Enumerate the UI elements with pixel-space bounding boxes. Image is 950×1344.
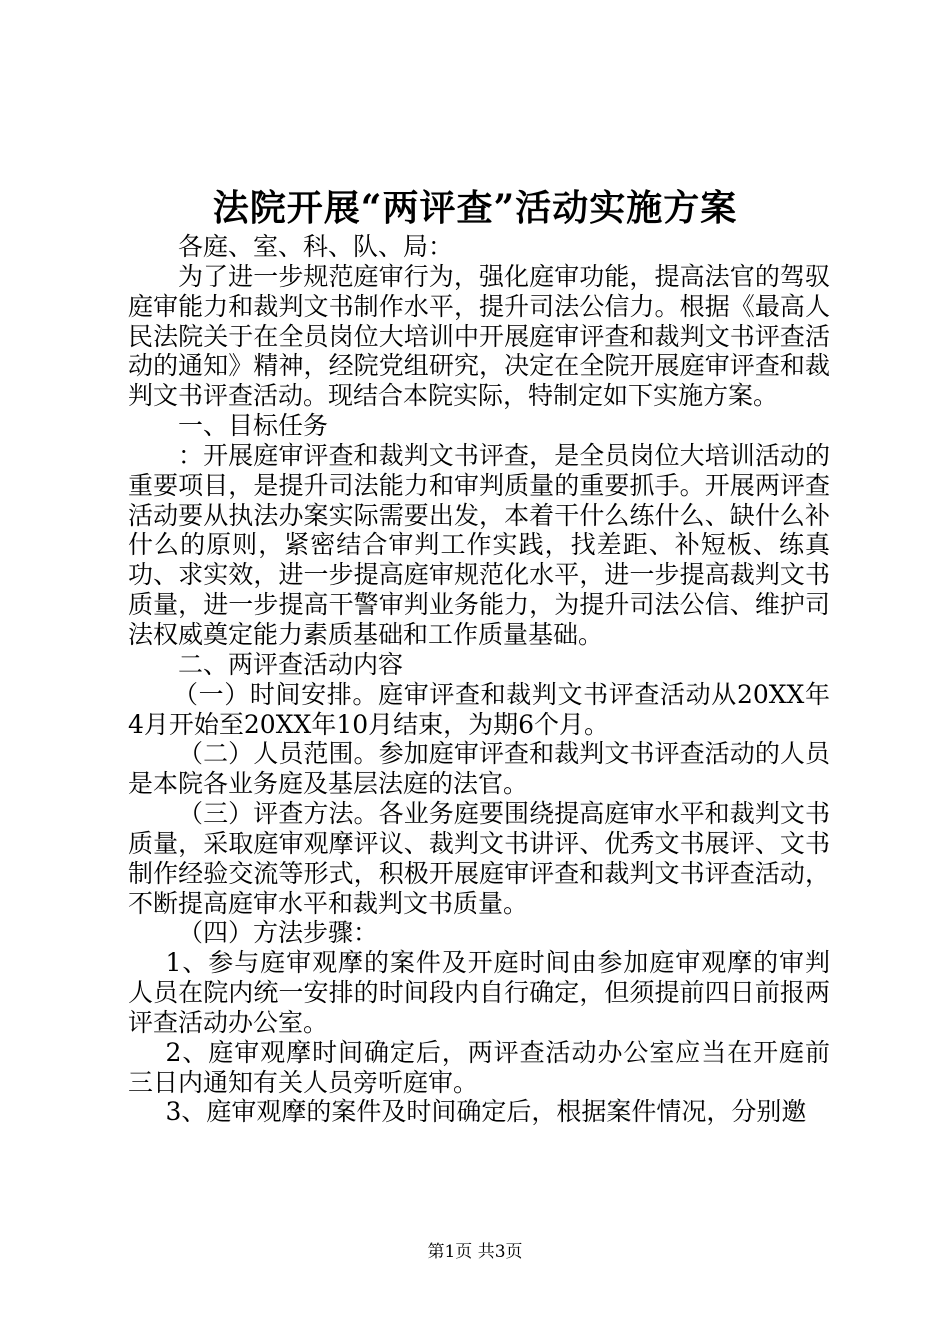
paragraph-step-2: 2、庭审观摩时间确定后，两评查活动办公室应当在开庭前三日内通知有关人员旁听庭审。 bbox=[128, 1037, 830, 1097]
section-heading-1: 一、目标任务 bbox=[178, 411, 329, 441]
paragraph-goals: ：开展庭审评查和裁判文书评查，是全员岗位大培训活动的重要项目，是提升司法能力和审判质量的重要抓手。开展两评查活动要从执法办案实际需要出发，本着干什么练什么、缺什么补什么的原则，紧密结合审判工作实践，找差距、补短板、练真功、求实效，进一步提高庭审规范化水平，进一步提高裁判文书质量，进一步提高干警审判业务能力，为提升司法公信、维护司法权威奠定能力素质基础和工作质量基础。 bbox=[128, 440, 830, 649]
document-body bbox=[128, 232, 830, 1127]
page-footer: 第1页 共3页 bbox=[427, 1242, 523, 1262]
salutation: 各庭、室、科、队、局： bbox=[178, 232, 454, 261]
paragraph-method: （三）评查方法。各业务庭要围绕提高庭审水平和裁判文书质量，采取庭审观摩评议、裁判文书讲评、优秀文书展评、文书制作经验交流等形式，积极开展庭审评查和裁判文书评查活动，不断提高庭审水平和裁判文书质量。 bbox=[128, 799, 830, 918]
paragraph-personnel: （二）人员范围。参加庭审评查和裁判文书评查活动的人员是本院各业务庭及基层法庭的法官。 bbox=[128, 739, 830, 799]
section-heading-2: 二、两评查活动内容 bbox=[178, 649, 404, 679]
paragraph-steps-heading: （四）方法步骤： bbox=[178, 918, 379, 948]
paragraph-intro: 为了进一步规范庭审行为，强化庭审功能，提高法官的驾驭庭审能力和裁判文书制作水平，提升司法公信力。根据《最高人民法院关于在全员岗位大培训中开展庭审评查和裁判文书评查活动的通知》精神，经院党组研究，决定在全院开展庭审评查和裁判文书评查活动。现结合本院实际，特制定如下实施方案。 bbox=[128, 261, 830, 411]
paragraph-step-1: 1、参与庭审观摩的案件及开庭时间由参加庭审观摩的审判人员在院内统一安排的时间段内自行确定，但须提前四日前报两评查活动办公室。 bbox=[128, 948, 830, 1037]
document-title: 法院开展“两评查”活动实施方案 bbox=[212, 187, 738, 229]
paragraph-schedule: （一）时间安排。庭审评查和裁判文书评查活动从20XX年4月开始至20XX年10月结束，为期6个月。 bbox=[128, 679, 830, 739]
paragraph-step-3: 3、庭审观摩的案件及时间确定后，根据案件情况，分别邀 bbox=[165, 1097, 807, 1127]
